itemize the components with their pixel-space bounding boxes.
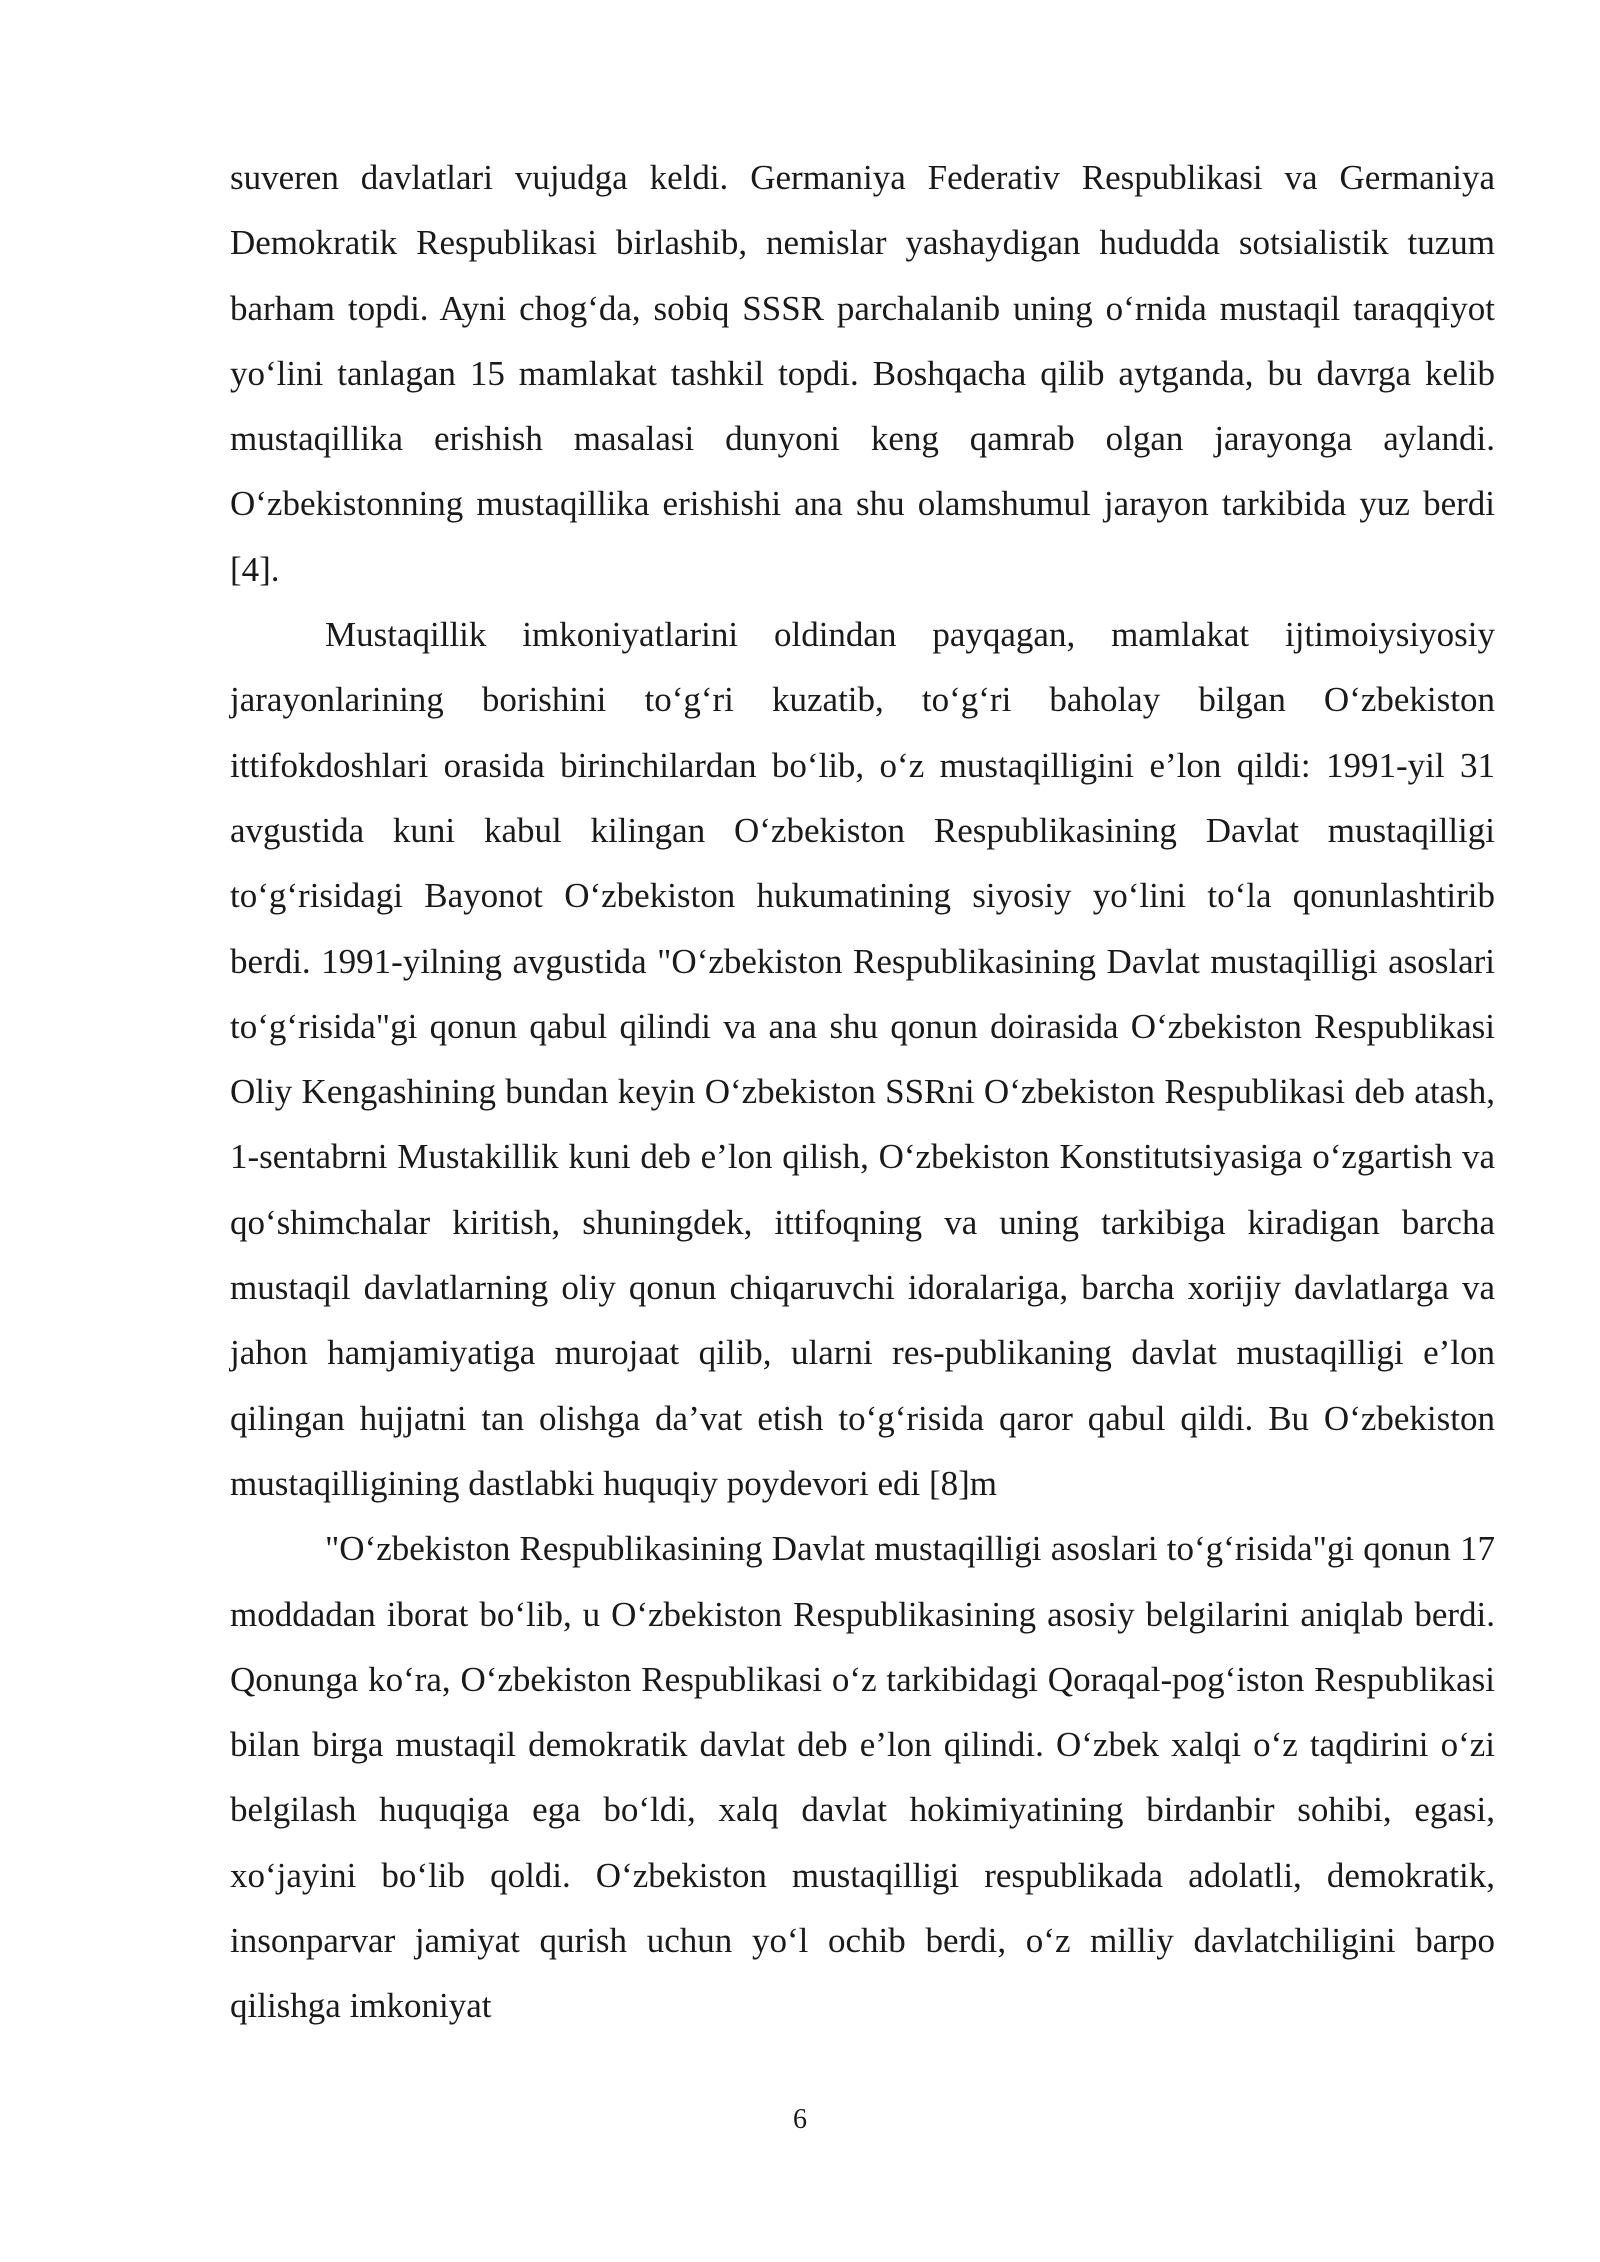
paragraph-1: suveren davlatlari vujudga keldi. Germaniya Federativ Respublikasi va Germaniya Demokratik Respublikasi birlashib, nemislar yashaydigan hududda sotsialistik tuzum barham topdi. Ayni chog‘da, sobiq SSSR parchalanib uning o‘rnida mustaqil taraqqiyot yo‘lini tanlagan 15 mamlakat tashkil topdi. Boshqacha qilib aytganda, bu davrga kelib mustaqillika erishish masalasi dunyoni keng qamrab olgan jarayonga aylandi. O‘zbekistonning mustaqillika erishishi ana shu olamshumul jarayon tarkibida yuz berdi [4].	[230, 158, 1495, 589]
paragraph-3: "O‘zbekiston Respublikasining Davlat mustaqilligi asoslari to‘g‘risida"gi qonun 17 moddadan iborat bo‘lib, u O‘zbekiston Respublikasining asosiy belgilarini aniqlab berdi. Qonunga ko‘ra, O‘zbekiston Respublikasi o‘z tarkibidagi Qoraqal-pog‘iston Respublikasi bilan birga mustaqil demokratik davlat deb e’lon qilindi. O‘zbek xalqi o‘z taqdirini o‘zi belgilash huquqiga ega bo‘ldi, xalq davlat hokimiyatining birdanbir sohibi, egasi, xo‘jayini bo‘lib qoldi. O‘zbekiston mustaqilligi respublikada adolatli, demokratik, insonparvar jamiyat qurish uchun yo‘l ochib berdi, o‘z milliy davlatchiligini barpo qilishga imkoniyat	[230, 1529, 1495, 2026]
document-body	[230, 145, 1495, 2039]
page-number: 6	[793, 2104, 807, 2135]
paragraph-2: Mustaqillik imkoniyatlarini oldindan payqagan, mamlakat ijtimoiysiyosiy jarayonlarining borishini to‘g‘ri kuzatib, to‘g‘ri baholay bilgan O‘zbekiston ittifokdoshlari orasida birinchilardan bo‘lib, o‘z mustaqilligini e’lon qildi: 1991-yil 31 avgustida kuni kabul kilingan O‘zbekiston Respublikasining Davlat mustaqilligi to‘g‘risidagi Bayonot O‘zbekiston hukumatining siyosiy yo‘lini to‘la qonunlashtirib berdi. 1991-yilning avgustida "O‘zbekiston Respublikasining Davlat mustaqilligi asoslari to‘g‘risida"gi qonun qabul qilindi va ana shu qonun doirasida O‘zbekiston Respublikasi Oliy Kengashining bundan keyin O‘zbekiston SSRni O‘zbekiston Respublikasi deb atash, 1-sentabrni Mustakillik kuni deb e’lon qilish, O‘zbekiston Konstitutsiyasiga o‘zgartish va qo‘shimchalar kiritish, shuningdek, ittifoqning va uning tarkibiga kiradigan barcha mustaqil davlatlarning oliy qonun chiqaruvchi idoralariga, barcha xorijiy davlatlarga va jahon hamjamiyatiga murojaat qilib, ularni res-publikaning davlat mustaqilligi e’lon qilingan hujjatni tan olishga da’vat etish to‘g‘risida qaror qabul qildi. Bu O‘zbekiston mustaqilligining dastlabki huquqiy poydevori edi [8]m	[230, 615, 1495, 1503]
